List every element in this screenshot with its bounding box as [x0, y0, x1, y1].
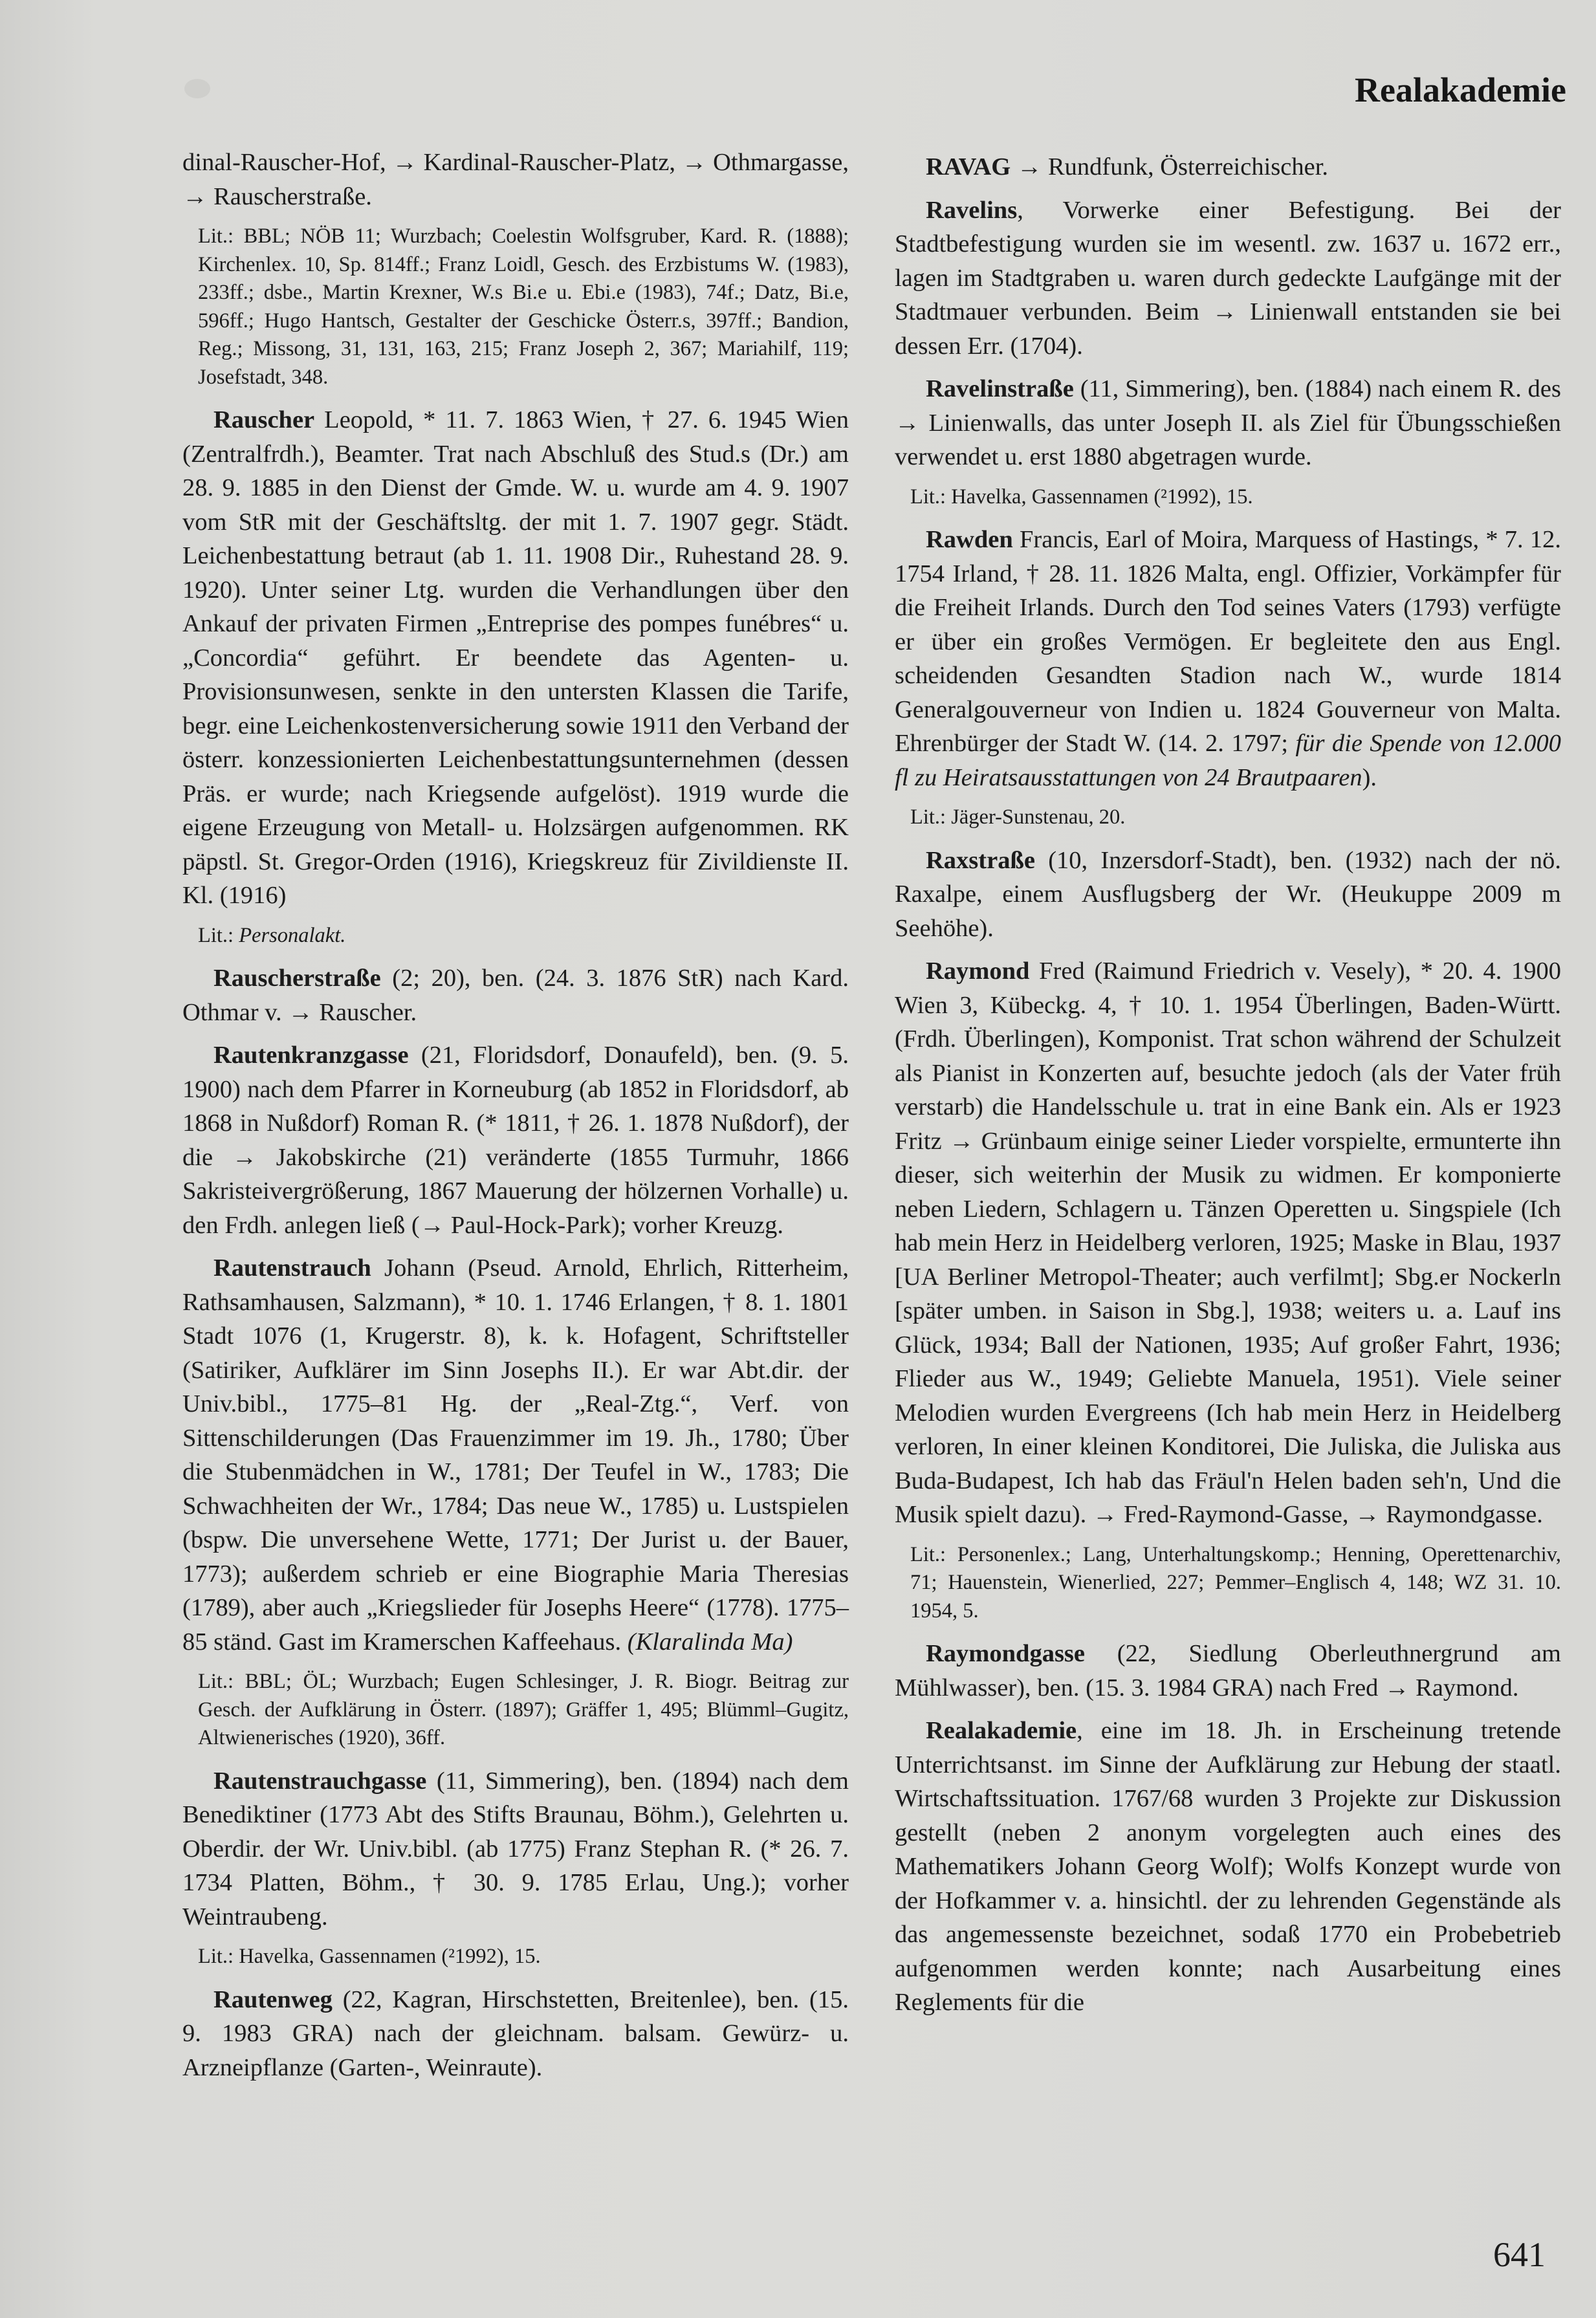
entry-text: → Rundfunk, Österreichischer. — [1011, 153, 1329, 180]
entry-text: (11, Simmering), ben. (1884) nach einem R. des → Linienwalls, das unter Joseph II. als Ziel für Übungsschießen verwendet u. erst 1880 abgetragen wurde. — [895, 375, 1561, 470]
literature-note: Lit.: BBL; ÖL; Wurzbach; Eugen Schlesinger, J. R. Biogr. Beitrag zur Gesch. der Aufklärung in Österr. (1897); Gräffer 1, 495; Blümml–Gugitz, Altwienerisches (1920), 36ff. — [198, 1670, 849, 1749]
entry-rautenstrauch — [182, 1251, 849, 1659]
left-column — [182, 146, 849, 2094]
page-number: 641 — [1493, 2235, 1546, 2274]
headword: Rauscher — [213, 406, 315, 433]
entry-raymond — [895, 954, 1561, 1532]
literature-note: Lit.: BBL; NÖB 11; Wurzbach; Coelestin Wolfsgruber, Kard. R. (1888); Kirchenlex. 10, Sp. 814ff.; Franz Loidl, Gesch. des Erzbistums W. (1983), 233ff.; dsbe., Martin Krexner, W.s Bi.e u. Ebi.e (1983), 74f.; Datz, Bi.e, 596ff.; Hugo Hantsch, Gestalter der Geschicke Österr.s, 397ff.; Bandion, Reg.; Missong, 31, 131, 163, 215; Franz Joseph 2, 367; Mariahilf, 119; Josefstadt, 348. — [198, 224, 849, 389]
entry-rauscherstrasse — [182, 961, 849, 1029]
entry-italic: für die Spende von 12.000 fl zu Heiratsausstattungen von 24 Brautpaaren — [895, 730, 1561, 791]
entry-ravelins — [895, 193, 1561, 364]
headword: Rautenstrauchgasse — [213, 1767, 427, 1795]
entry-text: (22, Siedlung Oberleuthnergrund am Mühlwasser), ben. (15. 3. 1984 GRA) nach Fred → Raymond. — [895, 1640, 1561, 1701]
right-column — [895, 150, 1561, 2029]
entry-text: Fred (Raimund Friedrich v. Vesely), * 20. 4. 1900 Wien 3, Kübeckg. 4, † 10. 1. 1954 Überlingen, Baden-Württ. (Frdh. Überlingen), Komponist. Trat schon während der Schulzeit als Pianist in Konzerten auf, besuchte jedoch (als der Vater früh verstarb) die Handelsschule u. trat in eine Bank ein. Als er 1923 Fritz → Grünbaum einige seiner Lieder vorspielte, ermunterte ihn dieser, sich weiterhin der Musik zu widmen. Er komponierte neben Liedern, Schlagern u. Tänzen Operetten u. Singspiele (Ich hab mein Herz in Heidelberg verloren, 1925; Maske in Blau, 1937 [UA Berliner Metropol-Theater; auch verfilmt]; Sbg.er Nockerln [später umben. in Saison in Sbg.], 1938; weiters u. a. Lauf ins Glück, 1934; Ball der Nationen, 1935; Auf großer Fahrt, 1936; Flieder aus W., 1949; Geliebte Manuela, 1951). Viele seiner Melodien wurden Evergreens (Ich hab mein Herz in Heidelberg verloren, In einer kleinen Konditorei, Die Juliska, die Juliska aus Buda-Budapest, Ich hab das Fräul'n Helen baden seh'n, Und die Musik spielt dazu). → Fred-Raymond-Gasse, → Raymondgasse. — [895, 957, 1561, 1528]
entry-rauscher — [182, 403, 849, 913]
entry-text: Francis, Earl of Moira, Marquess of Hastings, * 7. 12. 1754 Irland, † 28. 11. 1826 Malta, engl. Offizier, Vorkämpfer für die Freiheit Irlands. Durch den Tod seines Vaters (1793) verfügte er über ein großes Vermögen. Er begleitete den aus Engl. scheidenden Gesandten Stadion nach W., wurde 1814 Generalgouverneur von Indien u. 1824 Gouverneur von Malta. Ehrenbürger der Stadt W. (14. 2. 1797; — [895, 526, 1561, 757]
entry-realakademie — [895, 1714, 1561, 2020]
entry-text: , Vorwerke einer Befestigung. Bei der Stadtbefestigung wurden sie im wesentl. zw. 1637 u. 1672 err., lagen im Stadtgraben u. waren durch gedeckte Laufgänge mit der Stadtmauer verbunden. Beim → Linienwall entstanden sie bei dessen Err. (1704). — [895, 196, 1561, 360]
entry-ravag — [895, 150, 1561, 184]
entry-text: dinal-Rauscher-Hof, → Kardinal-Rauscher-Platz, → Othmargasse, → Rauscherstraße. — [182, 149, 849, 210]
headword: RAVAG — [926, 153, 1011, 180]
entry-ravelinstrasse — [895, 372, 1561, 474]
running-head: Realakademie — [1355, 71, 1566, 109]
entry-text: (22, Kagran, Hirschstetten, Breitenlee), ben. (15. 9. 1983 GRA) nach der gleichnam. balsam. Gewürz- u. Arzneipflanze (Garten-, Weinraute). — [182, 1985, 849, 2081]
page-smudge — [184, 79, 210, 98]
entry-text: (10, Inzersdorf-Stadt), ben. (1932) nach der nö. Raxalpe, einem Ausflugsberg der Wr. (Heukuppe 2009 m Seehöhe). — [895, 846, 1561, 942]
lit-prefix: Lit.: — [198, 923, 239, 947]
entry-rawden — [895, 523, 1561, 794]
entry-raymondgasse — [895, 1637, 1561, 1705]
literature-note: Lit.: Havelka, Gassennamen (²1992), 15. — [198, 1945, 541, 1968]
headword: Ravelinstraße — [926, 375, 1074, 402]
entry-rautenweg — [182, 1983, 849, 2085]
entry-text: (2; 20), ben. (24. 3. 1876 StR) nach Kard. Othmar v. → Rauscher. — [182, 965, 849, 1026]
entry-italic: (Klaralinda Ma) — [627, 1628, 793, 1656]
literature-note: Lit.: Jäger-Sunstenau, 20. — [910, 805, 1126, 829]
literature-note: Lit.: Havelka, Gassennamen (²1992), 15. — [910, 485, 1253, 508]
headword: Realakademie — [926, 1717, 1077, 1744]
entry-text-after: ). — [1362, 763, 1377, 791]
entry-raxstrasse — [895, 844, 1561, 946]
headword: Rawden — [926, 526, 1013, 553]
headword: Rautenstrauch — [213, 1254, 371, 1282]
entry-rautenkranzgasse — [182, 1038, 849, 1242]
headword: Raymond — [926, 957, 1030, 985]
entry-text: (21, Floridsdorf, Donaufeld), ben. (9. 5. 1900) nach dem Pfarrer in Korneuburg (ab 1852 in Floridsdorf, ab 1868 in Nußdorf) Roman R. (* 1811, † 26. 1. 1878 Nußdorf), der die → Jakobskirche (21) veränderte (1855 Turmuhr, 1866 Sakristeivergrößerung, 1867 Mauerung der hölzernen Vorhalle) u. den Frdh. anlegen ließ (→ Paul-Hock-Park); vorher Kreuzg. — [182, 1042, 849, 1239]
headword: Rauscherstraße — [213, 965, 381, 992]
headword: Rautenkranzgasse — [213, 1042, 409, 1069]
entry-rautenstrauchgasse — [182, 1764, 849, 1934]
entry-text: , eine im 18. Jh. in Erscheinung tretende Unterrichtsanst. im Sinne der Aufklärung zur Hebung der staatl. Wirtschaftssituation. 1767/68 wurden 3 Projekte zur Diskussion gestellt (neben 2 anonym vorgelegten auch eines des Mathematikers Johann Georg Wolf); Wolfs Konzept wurde von der Hofkammer v. a. hinsichtl. der zu lehrenden Gegenstände als das angemessenste bezeichnet, sodaß 1770 ein Probebetrieb aufgenommen werden konnte; nach Ausarbeitung eines Reglements für die — [895, 1717, 1561, 2016]
entry-text: Johann (Pseud. Arnold, Ehrlich, Ritterheim, Rathsamhausen, Salzmann), * 10. 1. 1746 Erlangen, † 8. 1. 1801 Stadt 1076 (1, Krugerstr. 8), k. k. Hofagent, Schriftsteller (Satiriker, Aufklärer im Sinn Josephs II.). Er war Abt.dir. der Univ.bibl., 1775–81 Hg. der „Real-Ztg.“, Verf. von Sittenschilderungen (Das Frauenzimmer im 19. Jh., 1780; Über die Stubenmädchen in W., 1781; Der Teufel in W., 1783; Die Schwachheiten der Wr., 1784; Das neue W., 1785) u. Lustspielen (bspw. Die unversehene Wette, 1771; Der Jurist u. der Bauer, 1773); außerdem schrieb er eine Biographie Maria Theresias (1789), aber auch „Kriegslieder für Josephs Heere“ (1778). 1775–85 ständ. Gast im Kramerschen Kaffeehaus. — [182, 1254, 849, 1656]
literature-note: Lit.: Personenlex.; Lang, Unterhaltungskomp.; Henning, Operettenarchiv, 71; Hauenstein, Wienerlied, 227; Pemmer–Englisch 4, 148; WZ 31. 10. 1954, 5. — [910, 1542, 1561, 1623]
headword: Rautenweg — [213, 1985, 333, 2013]
headword: Raymondgasse — [926, 1640, 1086, 1667]
literature-note — [198, 922, 849, 950]
lit-italic: Personalakt. — [239, 923, 346, 947]
entry-continuation — [182, 146, 849, 213]
entry-text: Leopold, * 11. 7. 1863 Wien, † 27. 6. 1945 Wien (Zentralfrdh.), Beamter. Trat nach Abschluß des Stud.s (Dr.) am 28. 9. 1885 in den Dienst der Gmde. W. u. wurde am 4. 9. 1907 vom StR mit der Geschäftsltg. der mit 1. 7. 1907 gegr. Städt. Leichenbestattung betraut (ab 1. 11. 1908 Dir., Ruhestand 28. 9. 1920). Unter seiner Ltg. wurden die Verhandlungen über den Ankauf der privaten Firmen „Entreprise des pompes funébres“ u. „Concordia“ geführt. Er beendete das Agenten- u. Provisionsunwesen, senkte in den untersten Klassen die Tarife, begr. eine Leichenkostenversicherung sowie 1911 den Verband der österr. konzessionierten Leichenbestattungsunternehmen (dessen Präs. er wurde; nach Kriegsende aufgelöst). 1919 wurde die eigene Erzeugung von Metall- u. Holzsärgen aufgenommen. RK päpstl. St. Gregor-Orden (1916), Kriegskreuz für Zivildienste II. Kl. (1916) — [182, 406, 849, 909]
headword: Raxstraße — [926, 846, 1035, 874]
entry-text: (11, Simmering), ben. (1894) nach dem Benediktiner (1773 Abt des Stifts Braunau, Böhm.), Gelehrten u. Oberdir. der Wr. Univ.bibl. (ab 1775) Franz Stephan R. (* 26. 7. 1734 Platten, Böhm., † 30. 9. 1785 Erlau, Ung.); vorher Weintraubeng. — [182, 1767, 849, 1930]
headword: Ravelins — [926, 196, 1018, 224]
